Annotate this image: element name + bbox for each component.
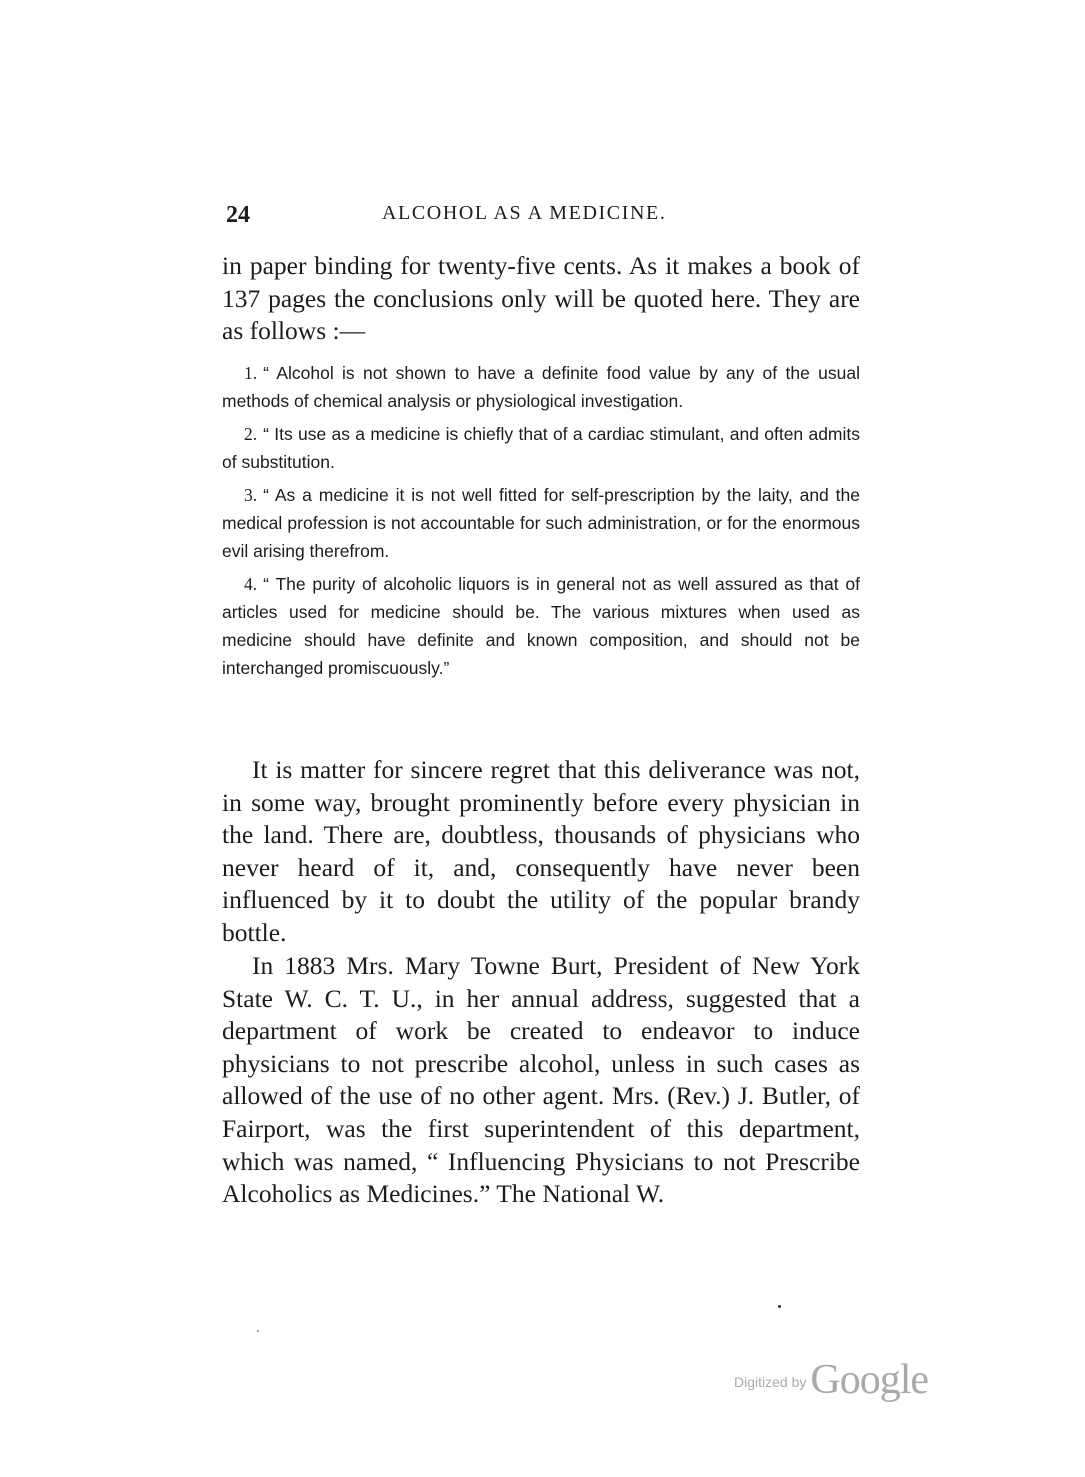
list-item-text: “ As a medicine it is not well fitted for self-prescription by the laity, and the medical profession is not accountable for such administration, or for the enormous evil arising therefrom. [222, 485, 860, 561]
paragraph-intro: in paper binding for twenty-five cents. As it makes a book of 137 pages the conclusions only will be quoted here. They are as follows :— [222, 251, 860, 346]
scan-speck [257, 1330, 259, 1332]
list-item [222, 481, 860, 565]
list-item [222, 359, 860, 415]
list-item-number: 3. [244, 485, 258, 505]
list-item-text: “ The purity of alcoholic liquors is in general not as well assured as that of articles used for medicine should be. The various mixtures when used as medicine should have definite and known composition, and should not be interchanged promiscuously.” [222, 574, 860, 678]
running-head: ALCOHOL AS A MEDICINE. [382, 202, 667, 224]
scan-speck [778, 1305, 781, 1308]
google-logo: Google [810, 1357, 929, 1403]
paragraph-regret: It is matter for sincere regret that this deliverance was not, in some way, brought prominently before every physician in the land. There are, doubtless, thousands of physicians who never heard of it, and, consequently have never been influenced by it to doubt the utility of the popular brandy bottle. [222, 755, 860, 947]
list-item [222, 570, 860, 682]
list-item-number: 2. [244, 424, 258, 444]
digitized-by-google-watermark [734, 1356, 928, 1404]
conclusions-list [222, 359, 860, 687]
page-header [222, 198, 860, 232]
list-item-text: “ Alcohol is not shown to have a definite food value by any of the usual methods of chemical analysis or physiological investigation. [222, 363, 860, 411]
watermark-prefix: Digitized by [734, 1374, 807, 1390]
list-item-number: 1. [244, 363, 258, 383]
paragraph-burt: In 1883 Mrs. Mary Towne Burt, President of New York State W. C. T. U., in her annual address, suggested that a department of work be created to endeavor to induce physicians to not prescribe alcohol, unless in such cases as allowed of the use of no other agent. Mrs. (Rev.) J. Butler, of Fairport, was the first superintendent of this department, which was named, “ Influencing Physicians to not Prescribe Alcoholics as Medicines.” The National W. [222, 951, 860, 1209]
list-item [222, 420, 860, 476]
list-item-number: 4. [244, 574, 258, 594]
page-number: 24 [226, 202, 250, 228]
list-item-text: “ Its use as a medicine is chiefly that of a cardiac stimulant, and often admits of substitution. [222, 424, 860, 472]
